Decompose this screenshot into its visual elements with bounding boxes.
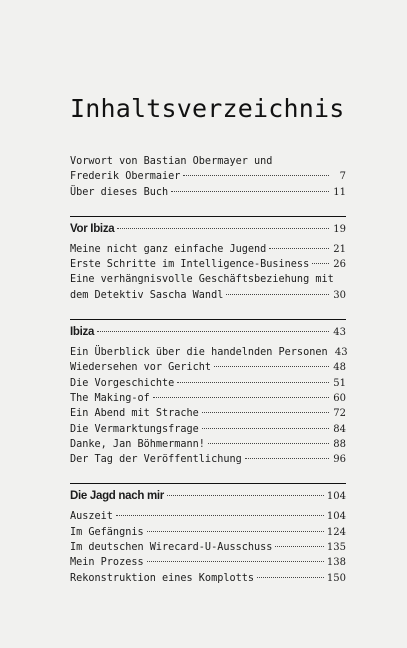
toc-entry — [70, 555, 346, 570]
toc-page-number: 30 — [333, 289, 346, 301]
dot-leader — [226, 294, 329, 295]
toc-entry-label: Der Tag der Veröffentlichung — [70, 454, 242, 466]
toc-page-number: 11 — [333, 186, 346, 198]
toc-page-number: 72 — [333, 408, 346, 420]
dot-leader — [116, 515, 324, 516]
toc-entry: Eine verhängnisvolle Geschäftsbeziehung mit — [70, 274, 334, 286]
dot-leader — [208, 443, 329, 444]
section-spacer — [70, 200, 346, 216]
toc-entry-label: Frederik Obermaier — [70, 171, 181, 183]
toc-entry — [70, 257, 346, 272]
dot-leader — [214, 366, 329, 367]
dot-leader — [177, 382, 329, 383]
toc-page-number: 19 — [333, 223, 346, 235]
toc-page-number: 138 — [326, 557, 346, 569]
toc-entry — [70, 376, 346, 391]
dot-leader — [183, 175, 329, 176]
dot-leader — [153, 397, 329, 398]
dot-leader — [202, 428, 329, 429]
dot-leader — [117, 228, 329, 229]
toc-entry — [70, 360, 346, 375]
toc-page-number: 135 — [326, 542, 346, 554]
toc-entry — [70, 540, 346, 555]
toc-page-number: 60 — [333, 392, 346, 404]
toc-entry — [70, 345, 346, 360]
toc-page-number: 150 — [326, 572, 346, 584]
dot-leader — [312, 263, 329, 264]
toc-entry — [70, 288, 346, 303]
toc-page-number: 43 — [333, 327, 346, 339]
toc-section-heading — [70, 319, 346, 344]
toc-entry-label: Ein Überblick über die handelnden Personen — [70, 347, 328, 359]
toc-entry-label: Rekonstruktion eines Komplotts — [70, 572, 255, 584]
toc-entry-label: Mein Prozess — [70, 557, 144, 569]
toc-page-number: 21 — [333, 243, 346, 255]
toc-entry — [70, 391, 346, 406]
toc-page-number: 7 — [339, 171, 346, 183]
toc-entry — [70, 422, 346, 437]
toc-entry — [70, 525, 346, 540]
toc-section-heading — [70, 483, 346, 508]
toc-entry — [70, 406, 346, 421]
toc-page-number: 43 — [334, 347, 348, 359]
dot-leader — [167, 495, 324, 496]
dot-leader — [269, 248, 329, 249]
toc-entry-label: Erste Schritte im Intelligence-Business — [70, 259, 310, 271]
toc-page-number: 48 — [333, 362, 346, 374]
toc-section-heading — [70, 216, 346, 241]
toc-page-number: 84 — [333, 423, 346, 435]
toc-page-number: 104 — [326, 511, 346, 523]
toc-entry-label: dem Detektiv Sascha Wandl — [70, 289, 224, 301]
toc-page-number: 51 — [333, 377, 346, 389]
section-spacer — [70, 467, 346, 483]
dot-leader — [245, 458, 329, 459]
toc-sections — [70, 200, 346, 586]
toc-entry-label: Die Vermarktungsfrage — [70, 423, 199, 435]
dot-leader — [202, 412, 329, 413]
toc-entry-label: Ein Abend mit Strache — [70, 408, 199, 420]
dot-leader — [147, 531, 324, 532]
page-title: Inhaltsverzeichnis — [70, 94, 345, 123]
toc-entry — [70, 452, 346, 467]
toc-section-title: Ibiza — [70, 326, 95, 339]
toc-entry-label: Im Gefängnis — [70, 526, 144, 538]
toc-entry-foreword-line1: Vorwort von Bastian Obermayer und — [70, 156, 273, 167]
toc-page-number: 26 — [333, 259, 346, 271]
section-spacer — [70, 303, 346, 319]
toc-page-number: 104 — [326, 491, 346, 503]
toc-entry-label: Danke, Jan Böhmermann! — [70, 438, 205, 450]
dot-leader — [275, 546, 324, 547]
toc-entry — [70, 437, 346, 452]
toc-entry-label: Meine nicht ganz einfache Jugend — [70, 243, 267, 255]
toc-entry — [70, 571, 346, 586]
dot-leader — [97, 331, 329, 332]
dot-leader — [257, 577, 324, 578]
toc-section-title: Die Jagd nach mir — [70, 490, 164, 503]
toc-entry-foreword — [70, 169, 346, 184]
toc-page-number: 124 — [326, 526, 346, 538]
toc-page-number: 96 — [333, 454, 346, 466]
toc-entry-label: The Making-of — [70, 392, 150, 404]
toc-entry-label: Auszeit — [70, 511, 113, 523]
dot-leader — [171, 191, 329, 192]
dot-leader — [147, 561, 324, 562]
toc-entry-label: Im deutschen Wirecard-U-Ausschuss — [70, 542, 273, 554]
toc-entry-label: Wiedersehen vor Gericht — [70, 362, 212, 374]
toc-entry-label: Über dieses Buch — [70, 186, 169, 198]
toc-page-number: 88 — [333, 438, 346, 450]
toc-entry-about-book — [70, 185, 346, 200]
toc-entry — [70, 509, 346, 524]
toc-entry — [70, 242, 346, 257]
table-of-contents — [70, 154, 346, 586]
toc-entry-label: Die Vorgeschichte — [70, 377, 175, 389]
toc-section-title: Vor Ibiza — [70, 222, 115, 235]
